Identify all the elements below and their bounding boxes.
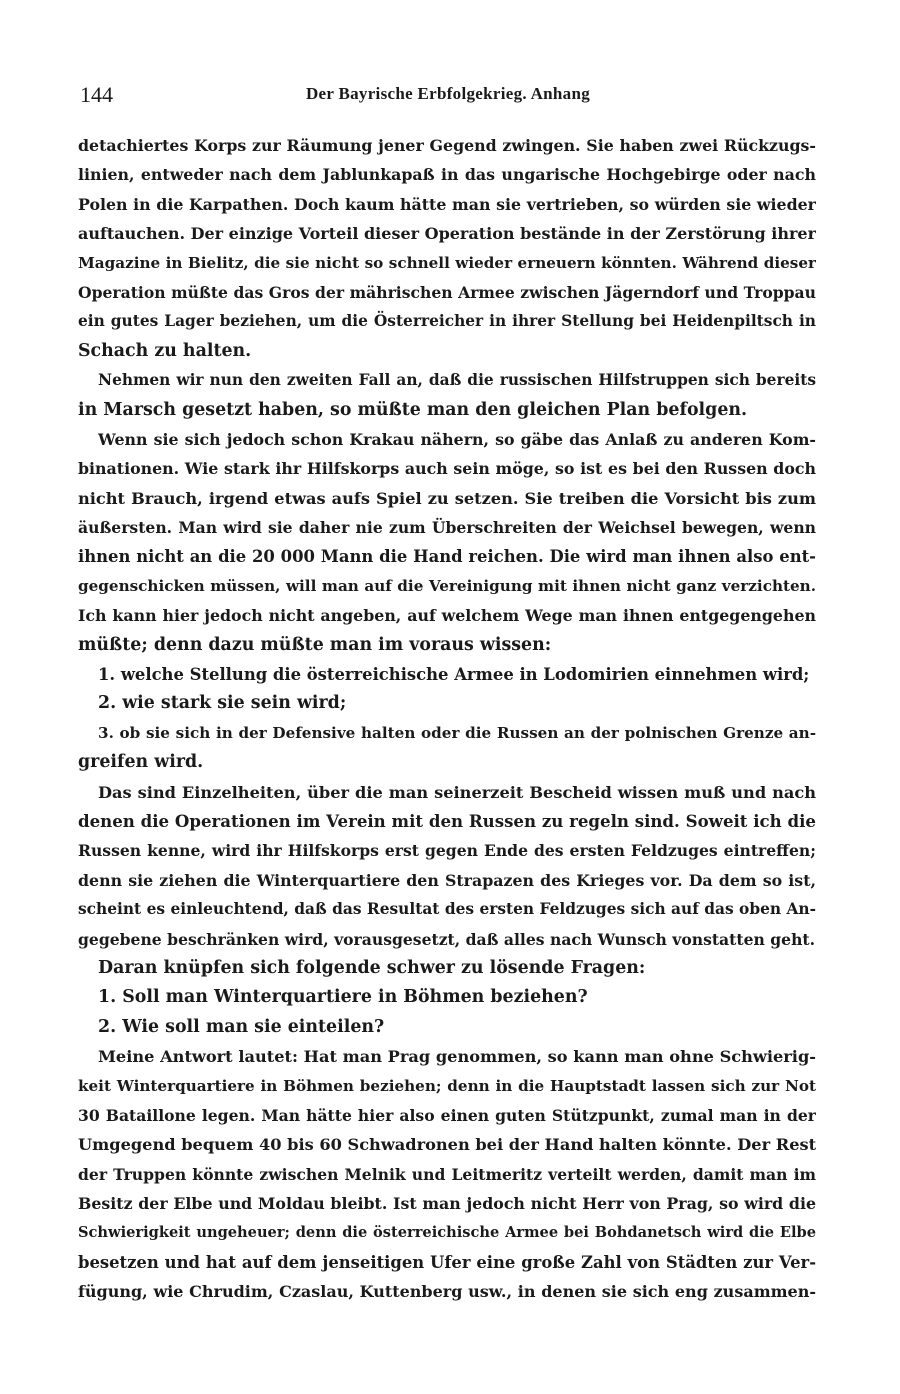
text-line: detachiertes Korps zur Räumung jener Gegend zwingen. Sie haben zwei Rückzugs- bbox=[78, 136, 816, 155]
text-line: Operation müßte das Gros der mährischen Armee zwischen Jägerndorf und Troppau bbox=[78, 282, 816, 302]
text-line: linien, entweder nach dem Jablunkapaß in das ungarische Hochgebirge oder nach bbox=[78, 165, 816, 185]
text-line: gegebene beschränken wird, vorausgesetzt, daß alles nach Wunsch vonstatten geht. bbox=[78, 929, 816, 949]
text-line: Russen kenne, wird ihr Hilfskorps erst gegen Ende des ersten Feldzuges eintreffen; bbox=[78, 841, 816, 861]
text-line: in Marsch gesetzt haben, so müßte man den gleichen Plan befolgen. bbox=[78, 399, 748, 420]
text-line: 2. Wie soll man sie einteilen? bbox=[98, 1016, 385, 1037]
text-line: denen die Operationen im Verein mit den Russen zu regeln sind. Soweit ich die bbox=[78, 810, 816, 831]
text-line: der Truppen könnte zwischen Melnik und Leitmeritz verteilt werden, damit man im bbox=[78, 1164, 816, 1184]
text-line: scheint es einleuchtend, daß das Resultat des ersten Feldzuges sich auf das oben An- bbox=[78, 900, 816, 919]
text-line: Magazine in Bielitz, die sie nicht so schnell wieder erneuern könnten. Während dieser bbox=[78, 253, 816, 272]
text-line: fügung, wie Chrudim, Czaslau, Kuttenberg usw., in denen sie sich eng zusammen- bbox=[78, 1282, 816, 1302]
text-line: nicht Brauch, irgend etwas aufs Spiel zu setzen. Sie treiben die Vorsicht bis zum bbox=[78, 488, 816, 508]
text-line: Nehmen wir nun den zweiten Fall an, daß die russischen Hilfstruppen sich bereits bbox=[98, 371, 816, 390]
page-number: 144 bbox=[80, 82, 113, 107]
text-line: 2. wie stark sie sein wird; bbox=[98, 693, 347, 714]
text-line: Polen in die Karpathen. Doch kaum hätte man sie vertrieben, so würden sie wieder bbox=[78, 194, 816, 214]
text-line: 1. Soll man Winterquartiere in Böhmen beziehen? bbox=[98, 987, 588, 1008]
text-line: Ich kann hier jedoch nicht angeben, auf welchem Wege man ihnen entgegengehen bbox=[78, 606, 816, 626]
text-line: denn sie ziehen die Winterquartiere den Strapazen des Krieges vor. Da dem so ist, bbox=[78, 870, 816, 890]
text-line: Wenn sie sich jedoch schon Krakau nähern, so gäbe das Anlaß zu anderen Kom- bbox=[98, 429, 816, 449]
text-line: besetzen und hat auf dem jenseitigen Ufer eine große Zahl von Städten zur Ver- bbox=[78, 1252, 816, 1272]
text-line: greifen wird. bbox=[78, 752, 204, 773]
text-line: äußersten. Man wird sie daher nie zum Überschreiten der Weichsel bewegen, wenn bbox=[78, 518, 816, 538]
text-line: ihnen nicht an die 20 000 Mann die Hand reichen. Die wird man ihnen also ent- bbox=[78, 547, 816, 567]
text-line: 3. ob sie sich in der Defensive halten oder die Russen an der polnischen Grenze an- bbox=[98, 723, 816, 742]
text-line: gegenschicken müssen, will man auf die Vereinigung mit ihnen nicht ganz verzichten. bbox=[78, 576, 816, 595]
text-line: Besitz der Elbe und Moldau bleibt. Ist man jedoch nicht Herr von Prag, so wird die bbox=[78, 1194, 816, 1214]
text-line: Daran knüpfen sich folgende schwer zu lösende Fragen: bbox=[98, 957, 646, 978]
text-line: Das sind Einzelheiten, über die man seinerzeit Bescheid wissen muß und nach bbox=[98, 782, 816, 802]
text-line: Meine Antwort lautet: Hat man Prag genommen, so kann man ohne Schwierig- bbox=[98, 1047, 816, 1067]
text-line: binationen. Wie stark ihr Hilfskorps auch sein möge, so ist es bei den Russen doch bbox=[78, 459, 816, 479]
text-line: müßte; denn dazu müßte man im voraus wissen: bbox=[78, 634, 552, 655]
page-header bbox=[80, 82, 816, 110]
text-line: auftauchen. Der einzige Vorteil dieser Operation bestände in der Zerstörung ihrer bbox=[78, 224, 816, 244]
text-line: keit Winterquartiere in Böhmen beziehen; denn in die Hauptstadt lassen sich zur Not bbox=[78, 1076, 816, 1095]
running-title: Der Bayrische Erbfolgekrieg. Anhang bbox=[305, 84, 591, 103]
text-line: Umgegend bequem 40 bis 60 Schwadronen bei der Hand halten könnte. Der Rest bbox=[78, 1135, 816, 1155]
body-text bbox=[78, 131, 816, 1307]
text-line: 30 Bataillone legen. Man hätte hier also einen guten Stützpunkt, zumal man in der bbox=[78, 1105, 816, 1125]
text-line: ein gutes Lager beziehen, um die Österreicher in ihrer Stellung bei Heidenpiltsch in bbox=[78, 312, 816, 331]
text-line: 1. welche Stellung die österreichische Armee in Lodomirien einnehmen wird; bbox=[98, 665, 810, 685]
text-line: Schach zu halten. bbox=[78, 340, 252, 361]
text-line: Schwierigkeit ungeheuer; denn die österreichische Armee bei Bohdanetsch wird die Elbe bbox=[78, 1224, 816, 1242]
